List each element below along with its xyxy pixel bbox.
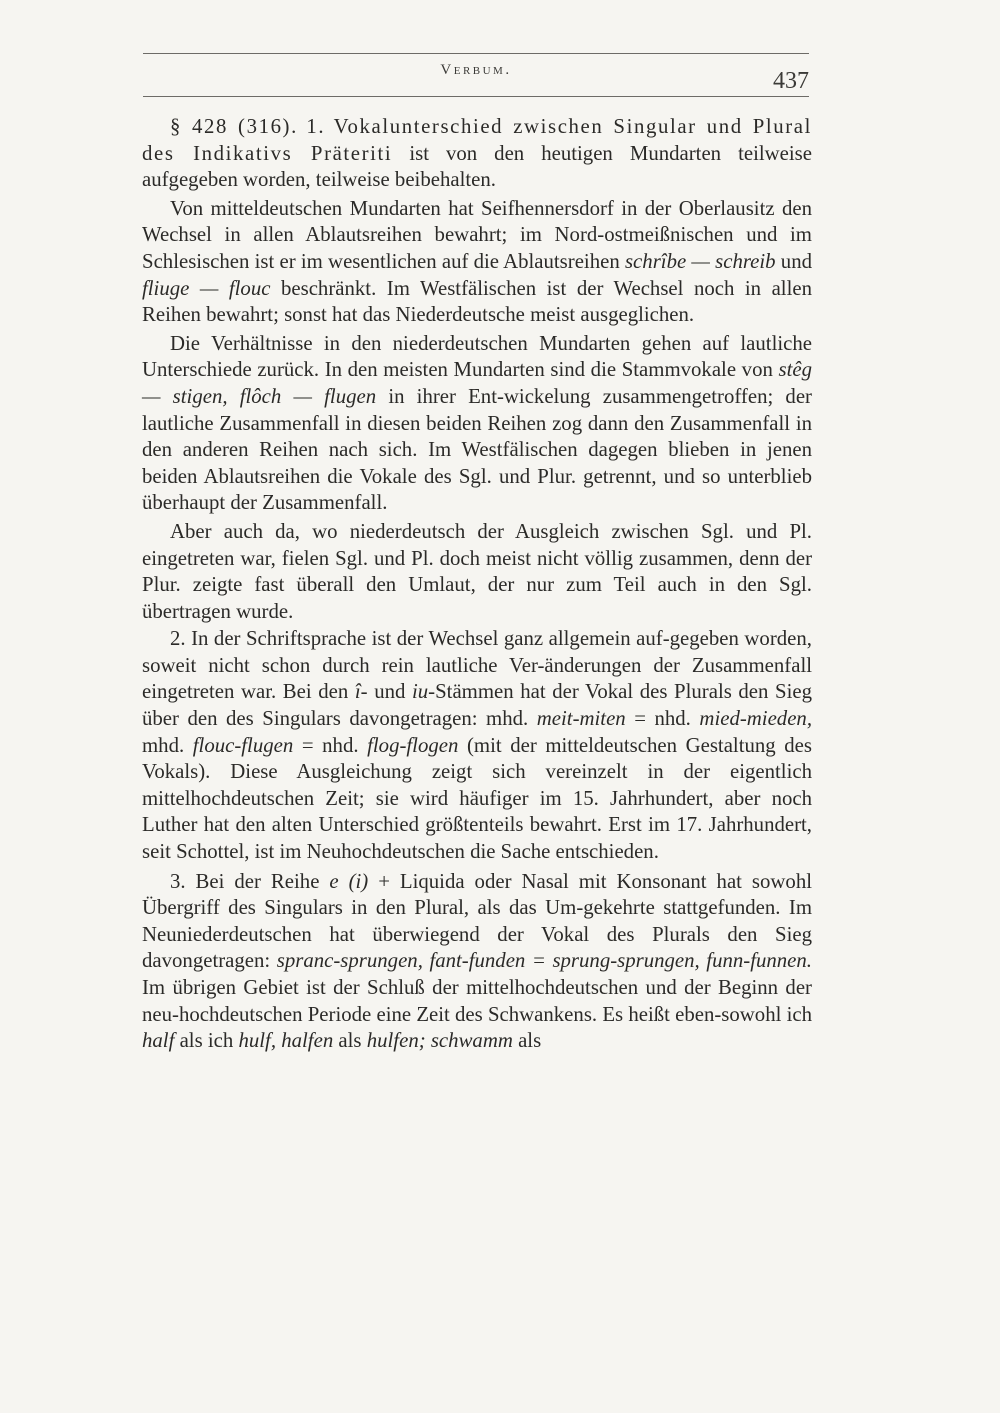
italic-form: iu	[411, 680, 429, 704]
text-run: und	[780, 249, 812, 273]
body-text	[142, 114, 812, 1055]
text-run: (mit der mitteldeutschen Gestaltung des Vokals). Diese Ausgleichung zeigt sich vereinzelt in der eigentlich mittelhochdeutschen Zeit; sie wird häufiger im 15. Jahrhundert, aber noch Luther hat den alten Unterschied größtenteils bewahrt. Erst im 17. Jahrhundert, seit Schottel, ist im Neuhochdeutschen die Sache entschieden.	[142, 733, 812, 864]
text-run: = nhd.	[301, 733, 359, 757]
header-rule-top	[143, 53, 809, 54]
text-run: 3. Bei der Reihe	[170, 869, 320, 893]
text-run: 2. In der Schriftsprache ist der Wechsel ganz allgemein auf-gegeben worden, soweit nicht schon durch rein lautliche Ver-änderungen der Zusammenfall eingetreten war. Bei den	[142, 627, 812, 704]
item-number: 1.	[306, 115, 326, 138]
italic-form: schrîbe — schreib	[624, 249, 776, 273]
paragraph-section-428	[142, 114, 812, 194]
italic-form: e (i)	[329, 869, 369, 893]
text-run: Aber auch da, wo niederdeutsch der Ausgleich zwischen Sgl. und Pl. eingetreten war, fielen Sgl. und Pl. doch meist nicht völlig zusammen, denn der Plur. zeigte fast überall den Umlaut, der nur zum Teil auch in den Sgl. übertragen wurde.	[142, 519, 812, 623]
text-run: als	[338, 1029, 362, 1053]
text-run: als ich	[179, 1029, 234, 1053]
italic-form: meit-miten	[536, 707, 626, 731]
paragraph-mitteldeutsch	[142, 196, 812, 329]
text-run: Von mitteldeutschen Mundarten hat Seifhennersdorf in der Oberlausitz den Wechsel in allen Ablautsreihen bewahrt; im Nord-ostmeißnischen und im Schlesischen ist er im wesentlichen auf die Ablautsreihen	[142, 196, 812, 273]
paragraph-schriftsprache	[142, 626, 812, 865]
text-run: und	[374, 680, 406, 704]
italic-form: fliuge — flouc	[142, 276, 271, 300]
text-run: mhd.	[142, 733, 185, 757]
text-run: = nhd.	[634, 707, 691, 731]
text-run: Die Verhältnisse in den niederdeutschen Mundarten gehen auf lautliche Unterschiede zurück. In den meisten Mundarten sind die Stammvokale von	[142, 331, 812, 382]
section-number: § 428 (316).	[170, 115, 298, 138]
text-run: ist von den heutigen Mundarten teilweise aufgegeben worden, teilweise beibehalten.	[142, 141, 812, 192]
paragraph-reihe-e-i	[142, 869, 812, 1055]
italic-form: flouc-flugen	[192, 733, 294, 757]
paragraph-ausgleich	[142, 519, 812, 625]
header-rule-bottom	[143, 96, 809, 97]
text-run: beschränkt. Im Westfälischen ist der Wechsel noch in allen Reihen bewahrt; sonst hat das Niederdeutsche meist ausgeglichen.	[142, 276, 812, 327]
italic-form: mied-mieden,	[699, 707, 813, 731]
italic-form: hulfen; schwamm	[366, 1029, 513, 1053]
italic-form: î-	[354, 680, 368, 704]
paragraph-niederdeutsch	[142, 331, 812, 517]
italic-form: stêg — stigen, flôch — flugen	[142, 358, 812, 408]
text-run: + Liquida oder Nasal mit Konsonant hat sowohl Übergriff des Singulars in den Plural, als das Um-gekehrte stattgefunden. Im Neuniederdeutschen hat überwiegend der Vokal des Plurals den Sieg davongetragen:	[142, 869, 813, 973]
running-head: Verbum.	[440, 62, 512, 78]
text-run: als	[518, 1029, 542, 1053]
italic-form: hulf, halfen	[238, 1029, 334, 1053]
italic-form: spranc-sprungen, fant-funden = sprung-sprungen, funn-funnen.	[276, 949, 812, 973]
italic-form: half	[142, 1029, 175, 1053]
page-number: 437	[773, 68, 809, 94]
text-run: Im übrigen Gebiet ist der Schluß der mittelhochdeutschen und der Beginn der neu-hochdeutschen Periode eine Zeit des Schwankens. Es heißt eben-sowohl ich	[142, 976, 812, 1026]
section-heading-spaced: Vokalunterschied zwischen Singular und Plural des Indikativs Präteriti	[142, 115, 813, 165]
text-run: -Stämmen hat der Vokal des Plurals den Sieg über den des Singulars davongetragen: mhd.	[142, 680, 812, 731]
italic-form: flog-flogen	[367, 733, 459, 757]
text-run: in ihrer Ent-wickelung zusammengetroffen; der lautliche Zusammenfall in diesen beiden Reihen zog dann den Zusammenfall in den anderen Reihen nach sich. Im Westfälischen dagegen blieben in jenen beiden Ablautsreihen die Vokale des Sgl. und Plur. getrennt, und so unterblieb überhaupt der Zusammenfall.	[142, 384, 812, 515]
